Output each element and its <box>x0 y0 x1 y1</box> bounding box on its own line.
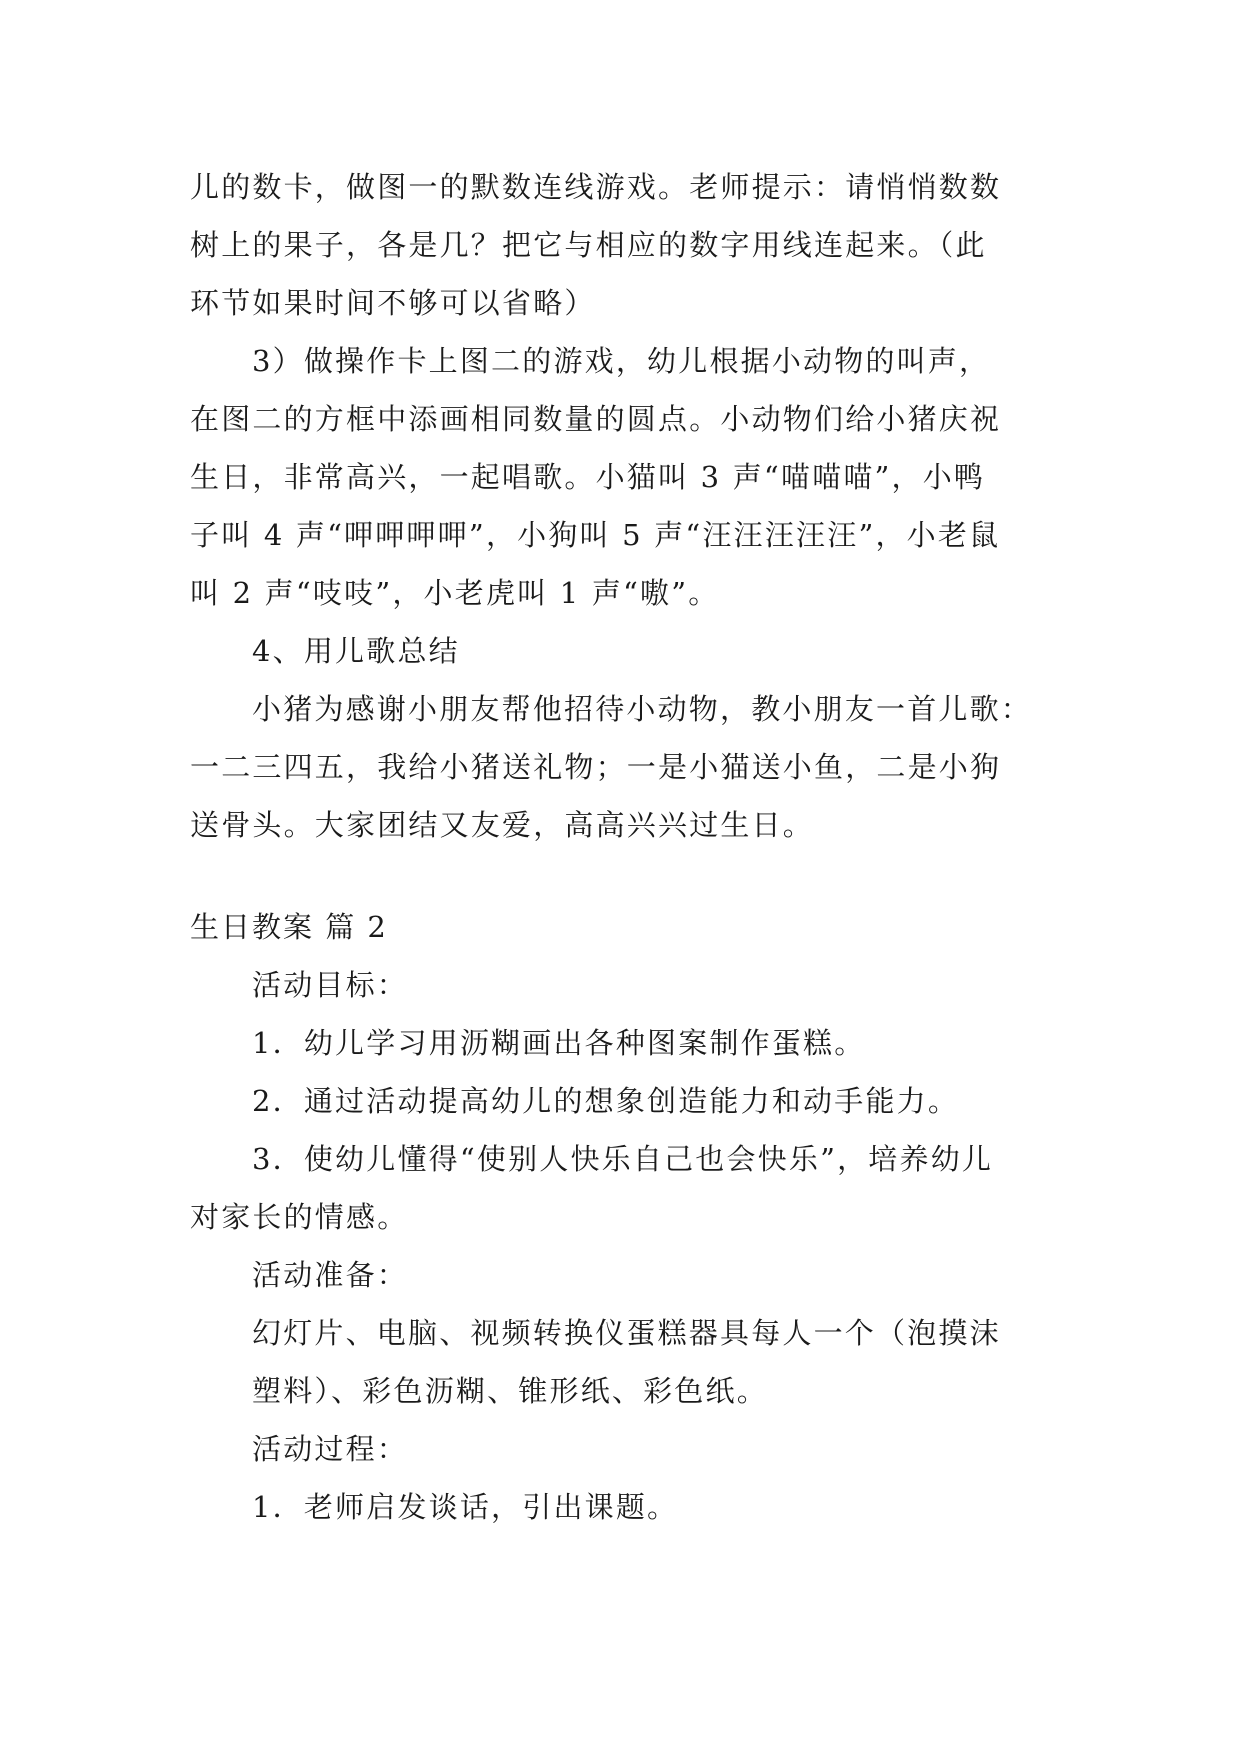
subheading: 活动准备： <box>252 1258 409 1292</box>
paragraph-line: 生日，非常高兴，一起唱歌。小猫叫 3 声“喵喵喵”，小鸭 <box>190 460 986 494</box>
list-item: 2．通过活动提高幼儿的想象创造能力和动手能力。 <box>252 1084 960 1118</box>
paragraph-line: 儿的数卡，做图一的默数连线游戏。老师提示：请悄悄数数 <box>190 170 1002 204</box>
paragraph-line: 幻灯片、电脑、视频转换仪蛋糕器具每人一个（泡摸沫 <box>252 1316 1001 1350</box>
list-item: 3．使幼儿懂得“使别人快乐自己也会快乐”，培养幼儿 <box>252 1142 994 1176</box>
paragraph-line: 送骨头。大家团结又友爱，高高兴兴过生日。 <box>190 808 815 842</box>
paragraph-line: 环节如果时间不够可以省略） <box>190 286 596 320</box>
list-item: 1．老师启发谈话，引出课题。 <box>252 1490 679 1524</box>
section-spacer <box>190 854 1052 898</box>
paragraph-line: 3）做操作卡上图二的游戏，幼儿根据小动物的叫声， <box>252 344 991 378</box>
paragraph-line: 叫 2 声“吱吱”，小老虎叫 1 声“嗷”。 <box>190 576 720 610</box>
list-item: 1．幼儿学习用沥糊画出各种图案制作蛋糕。 <box>252 1026 866 1060</box>
paragraph-line: 对家长的情感。 <box>190 1200 409 1234</box>
section-title: 生日教案 篇 2 <box>190 910 388 944</box>
paragraph-line: 子叫 4 声“呷呷呷呷”，小狗叫 5 声“汪汪汪汪汪”，小老鼠 <box>190 518 1001 552</box>
paragraph-line: 树上的果子，各是几？把它与相应的数字用线连起来。（此 <box>190 228 987 262</box>
paragraph-line: 小猪为感谢小朋友帮他招待小动物，教小朋友一首儿歌： <box>252 692 1033 726</box>
paragraph-line: 塑料）、彩色沥糊、锥形纸、彩色纸。 <box>252 1374 768 1408</box>
paragraph-line: 在图二的方框中添画相同数量的圆点。小动物们给小猪庆祝 <box>190 402 1002 436</box>
document-body <box>190 158 1052 1536</box>
subheading: 活动过程： <box>252 1432 409 1466</box>
step-heading: 4、用儿歌总结 <box>252 634 460 668</box>
subheading: 活动目标： <box>252 968 409 1002</box>
paragraph-line: 一二三四五，我给小猪送礼物；一是小猫送小鱼，二是小狗 <box>190 750 1002 784</box>
